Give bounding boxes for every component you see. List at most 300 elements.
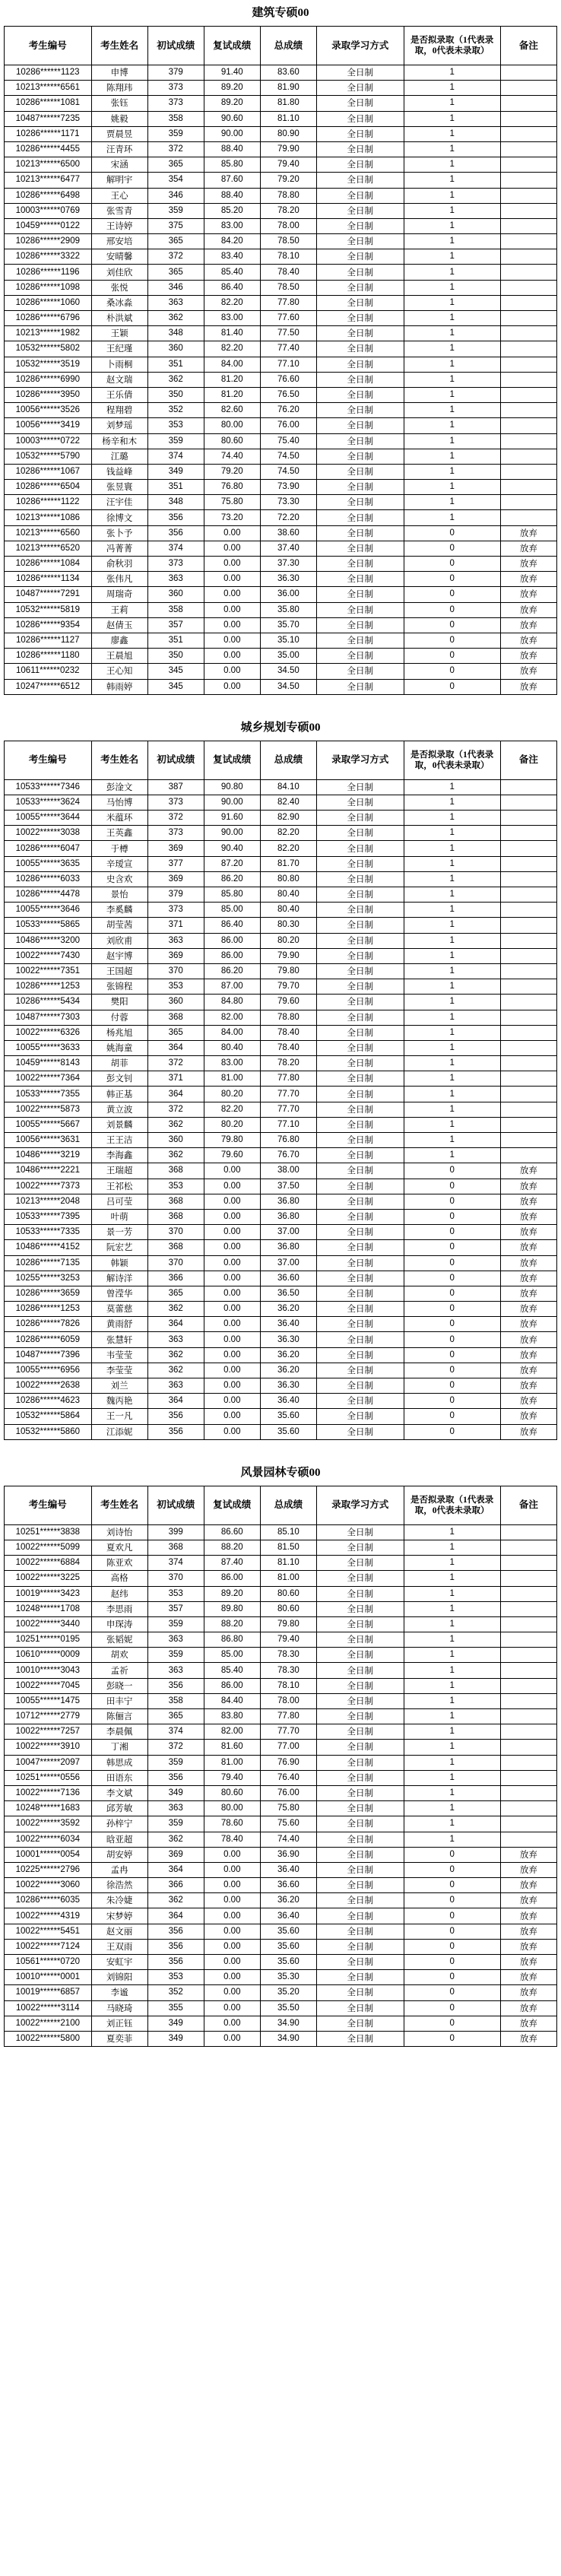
exam-id-cell: 10286******1171 [5, 126, 92, 141]
remark-cell: 放弃 [500, 1179, 556, 1194]
retest-score-cell: 0.00 [204, 679, 260, 694]
remark-cell [500, 856, 556, 871]
initial-score-cell: 369 [147, 841, 204, 856]
total-score-cell: 79.70 [260, 979, 316, 995]
remark-cell [500, 387, 556, 402]
retest-score-cell: 0.00 [204, 572, 260, 587]
study-mode-cell: 全日制 [316, 1893, 404, 1908]
exam-id-cell: 10286******1081 [5, 96, 92, 111]
name-cell: 黄雨舒 [91, 1317, 147, 1332]
remark-cell [500, 126, 556, 141]
initial-score-cell: 356 [147, 1424, 204, 1439]
total-score-cell: 36.30 [260, 1332, 316, 1347]
initial-score-cell: 373 [147, 903, 204, 918]
name-cell: 付蓉 [91, 1010, 147, 1025]
exam-id-cell: 10712******2779 [5, 1709, 92, 1724]
retest-score-cell: 76.80 [204, 480, 260, 495]
admitted-cell: 0 [404, 1240, 500, 1255]
remark-cell: 放弃 [500, 1194, 556, 1209]
total-score-cell: 76.00 [260, 1785, 316, 1800]
remark-cell: 放弃 [500, 2031, 556, 2046]
initial-score-cell: 362 [147, 1363, 204, 1378]
table-row [5, 280, 557, 295]
study-mode-cell: 全日制 [316, 633, 404, 648]
study-mode-cell: 全日制 [316, 1409, 404, 1424]
study-mode-cell: 全日制 [316, 1424, 404, 1439]
remark-cell [500, 1816, 556, 1832]
remark-cell [500, 1102, 556, 1117]
retest-score-cell: 0.00 [204, 2000, 260, 2016]
admitted-cell: 1 [404, 141, 500, 157]
total-score-cell: 36.50 [260, 1286, 316, 1301]
name-cell: 贾晨昱 [91, 126, 147, 141]
admitted-cell: 0 [404, 1970, 500, 1985]
exam-id-cell: 10225******2796 [5, 1862, 92, 1877]
table-row [5, 449, 557, 464]
admitted-cell: 1 [404, 1785, 500, 1800]
table-row [5, 2016, 557, 2031]
initial-score-cell: 346 [147, 280, 204, 295]
exam-id-cell: 10019******3423 [5, 1586, 92, 1601]
admitted-cell: 1 [404, 249, 500, 265]
remark-cell: 放弃 [500, 1255, 556, 1271]
initial-score-cell: 362 [147, 1302, 204, 1317]
exam-id-cell: 10487******7303 [5, 1010, 92, 1025]
initial-score-cell: 363 [147, 572, 204, 587]
name-cell: 赵倩玉 [91, 617, 147, 633]
remark-cell: 放弃 [500, 1985, 556, 2000]
initial-score-cell: 357 [147, 1601, 204, 1616]
total-score-cell: 79.20 [260, 173, 316, 188]
exam-id-cell: 10022******7351 [5, 963, 92, 979]
exam-id-cell: 10533******7395 [5, 1209, 92, 1224]
total-score-cell: 78.10 [260, 249, 316, 265]
retest-score-cell: 0.00 [204, 1847, 260, 1862]
admitted-cell: 1 [404, 433, 500, 449]
admitted-cell: 1 [404, 65, 500, 81]
initial-score-cell: 368 [147, 1240, 204, 1255]
name-cell: 王纪瑾 [91, 341, 147, 357]
total-score-cell: 78.50 [260, 280, 316, 295]
admitted-cell: 1 [404, 1709, 500, 1724]
retest-score-cell: 0.00 [204, 1240, 260, 1255]
initial-score-cell: 365 [147, 1286, 204, 1301]
remark-cell [500, 841, 556, 856]
initial-score-cell: 360 [147, 587, 204, 602]
admitted-cell: 1 [404, 126, 500, 141]
study-mode-cell: 全日制 [316, 541, 404, 556]
initial-score-cell: 360 [147, 995, 204, 1010]
total-score-cell: 36.80 [260, 1194, 316, 1209]
retest-score-cell: 0.00 [204, 1878, 260, 1893]
exam-id-cell: 10286******7135 [5, 1255, 92, 1271]
name-cell: 宋涵 [91, 157, 147, 173]
admitted-cell: 1 [404, 111, 500, 126]
name-cell: 魏丙艳 [91, 1394, 147, 1409]
admitted-cell: 1 [404, 1601, 500, 1616]
remark-cell [500, 1601, 556, 1616]
study-mode-cell: 全日制 [316, 1240, 404, 1255]
name-cell: 刘景麟 [91, 1117, 147, 1132]
retest-score-cell: 88.40 [204, 188, 260, 203]
initial-score-cell: 349 [147, 1785, 204, 1800]
table-row [5, 1040, 557, 1055]
score-section [0, 0, 561, 715]
total-score-cell: 36.30 [260, 572, 316, 587]
remark-cell [500, 510, 556, 525]
retest-score-cell: 80.60 [204, 1785, 260, 1800]
initial-score-cell: 368 [147, 1010, 204, 1025]
total-score-cell: 36.30 [260, 1378, 316, 1394]
retest-score-cell: 86.20 [204, 963, 260, 979]
name-cell: 廖鑫 [91, 633, 147, 648]
retest-score-cell: 84.20 [204, 234, 260, 249]
total-score-cell: 79.40 [260, 1632, 316, 1648]
table-row [5, 541, 557, 556]
initial-score-cell: 363 [147, 1378, 204, 1394]
table-row [5, 1970, 557, 1985]
section-title: 建筑专硕00 [252, 7, 309, 19]
remark-cell [500, 141, 556, 157]
retest-score-cell: 79.80 [204, 1133, 260, 1148]
exam-id-cell: 10286******4623 [5, 1394, 92, 1409]
admitted-cell: 0 [404, 1347, 500, 1363]
remark-cell [500, 1117, 556, 1132]
name-cell: 徐浩然 [91, 1878, 147, 1893]
remark-cell [500, 811, 556, 826]
admitted-cell: 1 [404, 203, 500, 218]
table-row [5, 1556, 557, 1571]
score-section [0, 715, 561, 1460]
table-row [5, 1571, 557, 1586]
study-mode-cell: 全日制 [316, 1225, 404, 1240]
total-score-cell: 35.60 [260, 1939, 316, 1954]
exam-id-cell: 10213******2048 [5, 1194, 92, 1209]
remark-cell: 放弃 [500, 1862, 556, 1877]
initial-score-cell: 346 [147, 188, 204, 203]
table-row [5, 1955, 557, 1970]
name-cell: 李海鑫 [91, 1148, 147, 1163]
exam-id-cell: 10003******0769 [5, 203, 92, 218]
exam-id-cell: 10022******7136 [5, 1785, 92, 1800]
retest-score-cell: 0.00 [204, 633, 260, 648]
total-score-cell: 80.40 [260, 903, 316, 918]
exam-id-cell: 10022******3910 [5, 1740, 92, 1755]
name-cell: 吕可莹 [91, 1194, 147, 1209]
table-row [5, 1709, 557, 1724]
total-score-cell: 76.00 [260, 418, 316, 433]
remark-cell [500, 1148, 556, 1163]
total-score-cell: 78.00 [260, 218, 316, 233]
retest-score-cell: 80.60 [204, 433, 260, 449]
exam-id-cell: 10532******5864 [5, 1409, 92, 1424]
initial-score-cell: 363 [147, 933, 204, 948]
study-mode-cell: 全日制 [316, 1347, 404, 1363]
retest-score-cell: 81.00 [204, 1755, 260, 1770]
table-row [5, 1601, 557, 1616]
name-cell: 阮宏艺 [91, 1240, 147, 1255]
name-cell: 王双雨 [91, 1939, 147, 1954]
name-cell: 张昱寰 [91, 480, 147, 495]
study-mode-cell: 全日制 [316, 111, 404, 126]
exam-id-cell: 10286******3659 [5, 1286, 92, 1301]
initial-score-cell: 357 [147, 617, 204, 633]
total-score-cell: 76.90 [260, 1755, 316, 1770]
initial-score-cell: 373 [147, 96, 204, 111]
initial-score-cell: 359 [147, 433, 204, 449]
admitted-cell: 1 [404, 933, 500, 948]
study-mode-cell: 全日制 [316, 918, 404, 933]
study-mode-cell: 全日制 [316, 311, 404, 326]
initial-score-cell: 356 [147, 1924, 204, 1939]
study-mode-cell: 全日制 [316, 1363, 404, 1378]
exam-id-cell: 10487******7235 [5, 111, 92, 126]
study-mode-cell: 全日制 [316, 1724, 404, 1740]
remark-cell: 放弃 [500, 1271, 556, 1286]
remark-cell [500, 265, 556, 280]
remark-cell [500, 495, 556, 510]
admitted-cell: 0 [404, 1163, 500, 1179]
table-row [5, 1816, 557, 1832]
header-total-score: 总成绩 [260, 741, 316, 779]
retest-score-cell: 86.80 [204, 1632, 260, 1648]
name-cell: 刘佳欣 [91, 265, 147, 280]
name-cell: 汪宇佳 [91, 495, 147, 510]
name-cell: 王王洁 [91, 1133, 147, 1148]
name-cell: 王诗婷 [91, 218, 147, 233]
total-score-cell: 77.50 [260, 326, 316, 341]
initial-score-cell: 364 [147, 1317, 204, 1332]
name-cell: 刘欣甫 [91, 933, 147, 948]
remark-cell [500, 979, 556, 995]
initial-score-cell: 363 [147, 1632, 204, 1648]
retest-score-cell: 0.00 [204, 1862, 260, 1877]
retest-score-cell: 88.20 [204, 1616, 260, 1632]
name-cell: 赵纬 [91, 1586, 147, 1601]
remark-cell [500, 357, 556, 372]
table-row [5, 1724, 557, 1740]
name-cell: 韦莹莹 [91, 1347, 147, 1363]
name-cell: 刘兰 [91, 1378, 147, 1394]
table-row [5, 1286, 557, 1301]
retest-score-cell: 78.40 [204, 1832, 260, 1847]
exam-id-cell: 10286******1123 [5, 65, 92, 81]
study-mode-cell: 全日制 [316, 96, 404, 111]
total-score-cell: 78.10 [260, 1678, 316, 1693]
exam-id-cell: 10055******3646 [5, 903, 92, 918]
header-retest-score: 复试成绩 [204, 741, 260, 779]
name-cell: 杨辛和木 [91, 433, 147, 449]
study-mode-cell: 全日制 [316, 433, 404, 449]
total-score-cell: 79.80 [260, 1616, 316, 1632]
retest-score-cell: 86.00 [204, 933, 260, 948]
remark-cell [500, 418, 556, 433]
name-cell: 朴洪斌 [91, 311, 147, 326]
remark-cell [500, 948, 556, 963]
exam-id-cell: 10286******6504 [5, 480, 92, 495]
name-cell: 胡欢 [91, 1648, 147, 1663]
total-score-cell: 76.80 [260, 1133, 316, 1148]
admitted-cell: 0 [404, 1255, 500, 1271]
name-cell: 陈亚欢 [91, 1556, 147, 1571]
study-mode-cell: 全日制 [316, 887, 404, 903]
table-row [5, 480, 557, 495]
total-score-cell: 34.50 [260, 664, 316, 679]
remark-cell [500, 1616, 556, 1632]
score-table [4, 26, 557, 695]
total-score-cell: 80.20 [260, 933, 316, 948]
remark-cell [500, 295, 556, 310]
exam-id-cell: 10486******4152 [5, 1240, 92, 1255]
admitted-cell: 0 [404, 1847, 500, 1862]
retest-score-cell: 0.00 [204, 1378, 260, 1394]
table-row [5, 525, 557, 541]
name-cell: 姚海童 [91, 1040, 147, 1055]
initial-score-cell: 372 [147, 1056, 204, 1071]
study-mode-cell: 全日制 [316, 203, 404, 218]
retest-score-cell: 0.00 [204, 602, 260, 617]
table-row [5, 1693, 557, 1708]
exam-id-cell: 10487******7396 [5, 1347, 92, 1363]
study-mode-cell: 全日制 [316, 602, 404, 617]
header-name: 考生姓名 [91, 741, 147, 779]
total-score-cell: 77.70 [260, 1087, 316, 1102]
total-score-cell: 72.20 [260, 510, 316, 525]
initial-score-cell: 358 [147, 111, 204, 126]
exam-id-cell: 10056******3631 [5, 1133, 92, 1148]
retest-score-cell: 81.00 [204, 1071, 260, 1087]
exam-id-cell: 10055******3644 [5, 811, 92, 826]
retest-score-cell: 85.80 [204, 887, 260, 903]
exam-id-cell: 10286******5434 [5, 995, 92, 1010]
initial-score-cell: 374 [147, 1556, 204, 1571]
study-mode-cell: 全日制 [316, 1571, 404, 1586]
initial-score-cell: 359 [147, 203, 204, 218]
study-mode-cell: 全日制 [316, 779, 404, 795]
total-score-cell: 36.40 [260, 1908, 316, 1924]
header-retest-score: 复试成绩 [204, 1486, 260, 1524]
retest-score-cell: 83.00 [204, 311, 260, 326]
remark-cell [500, 1709, 556, 1724]
total-score-cell: 75.80 [260, 1801, 316, 1816]
admitted-cell: 1 [404, 326, 500, 341]
study-mode-cell: 全日制 [316, 464, 404, 479]
remark-cell [500, 326, 556, 341]
total-score-cell: 36.20 [260, 1347, 316, 1363]
remark-cell: 放弃 [500, 633, 556, 648]
retest-score-cell: 0.00 [204, 1424, 260, 1439]
total-score-cell: 76.50 [260, 387, 316, 402]
exam-id-cell: 10286******1134 [5, 572, 92, 587]
admitted-cell: 1 [404, 1755, 500, 1770]
exam-id-cell: 10056******3419 [5, 418, 92, 433]
table-row [5, 1663, 557, 1678]
study-mode-cell: 全日制 [316, 1010, 404, 1025]
total-score-cell: 36.90 [260, 1847, 316, 1862]
name-cell: 解明宇 [91, 173, 147, 188]
exam-id-cell: 10286******1253 [5, 979, 92, 995]
exam-id-cell: 10055******3633 [5, 1040, 92, 1055]
retest-score-cell: 0.00 [204, 1255, 260, 1271]
retest-score-cell: 0.00 [204, 1955, 260, 1970]
admitted-cell: 1 [404, 1740, 500, 1755]
study-mode-cell: 全日制 [316, 1801, 404, 1816]
table-row [5, 341, 557, 357]
exam-id-cell: 10286******1098 [5, 280, 92, 295]
exam-id-cell: 10286******6035 [5, 1893, 92, 1908]
admitted-cell: 1 [404, 295, 500, 310]
exam-id-cell: 10022******4319 [5, 1908, 92, 1924]
total-score-cell: 78.50 [260, 234, 316, 249]
admitted-cell: 1 [404, 372, 500, 387]
name-cell: 王英鑫 [91, 826, 147, 841]
name-cell: 田语东 [91, 1770, 147, 1785]
name-cell: 刘梦瑶 [91, 418, 147, 433]
initial-score-cell: 364 [147, 1862, 204, 1877]
remark-cell [500, 1785, 556, 1800]
total-score-cell: 81.50 [260, 1540, 316, 1555]
table-row [5, 795, 557, 810]
initial-score-cell: 371 [147, 918, 204, 933]
table-row [5, 418, 557, 433]
name-cell: 张慧轩 [91, 1332, 147, 1347]
total-score-cell: 35.60 [260, 1955, 316, 1970]
total-score-cell: 78.40 [260, 265, 316, 280]
total-score-cell: 35.10 [260, 633, 316, 648]
exam-id-cell: 10213******1982 [5, 326, 92, 341]
table-row [5, 1648, 557, 1663]
remark-cell [500, 173, 556, 188]
initial-score-cell: 356 [147, 510, 204, 525]
total-score-cell: 85.10 [260, 1524, 316, 1540]
table-header-row [5, 27, 557, 65]
name-cell: 冯菁菁 [91, 541, 147, 556]
initial-score-cell: 373 [147, 826, 204, 841]
initial-score-cell: 348 [147, 495, 204, 510]
exam-id-cell: 10286******1253 [5, 1302, 92, 1317]
initial-score-cell: 377 [147, 856, 204, 871]
exam-id-cell: 10213******6520 [5, 541, 92, 556]
total-score-cell: 82.20 [260, 841, 316, 856]
remark-cell: 放弃 [500, 1939, 556, 1954]
initial-score-cell: 350 [147, 649, 204, 664]
study-mode-cell: 全日制 [316, 249, 404, 265]
study-mode-cell: 全日制 [316, 218, 404, 233]
remark-cell [500, 203, 556, 218]
name-cell: 王莉 [91, 602, 147, 617]
table-row [5, 173, 557, 188]
admitted-cell: 0 [404, 1394, 500, 1409]
table-row [5, 871, 557, 887]
section-title: 城乡规划专硕00 [240, 721, 321, 734]
remark-cell [500, 403, 556, 418]
exam-id-cell: 10248******1683 [5, 1801, 92, 1816]
exam-id-cell: 10022******6884 [5, 1556, 92, 1571]
total-score-cell: 34.90 [260, 2016, 316, 2031]
exam-id-cell: 10532******5860 [5, 1424, 92, 1439]
total-score-cell: 76.20 [260, 403, 316, 418]
study-mode-cell: 全日制 [316, 81, 404, 96]
admitted-cell: 0 [404, 1878, 500, 1893]
exam-id-cell: 10286******1060 [5, 295, 92, 310]
table-row [5, 948, 557, 963]
remark-cell [500, 1586, 556, 1601]
remark-cell: 放弃 [500, 1424, 556, 1439]
retest-score-cell: 79.20 [204, 464, 260, 479]
table-row [5, 1847, 557, 1862]
admitted-cell: 0 [404, 1924, 500, 1939]
table-row [5, 249, 557, 265]
